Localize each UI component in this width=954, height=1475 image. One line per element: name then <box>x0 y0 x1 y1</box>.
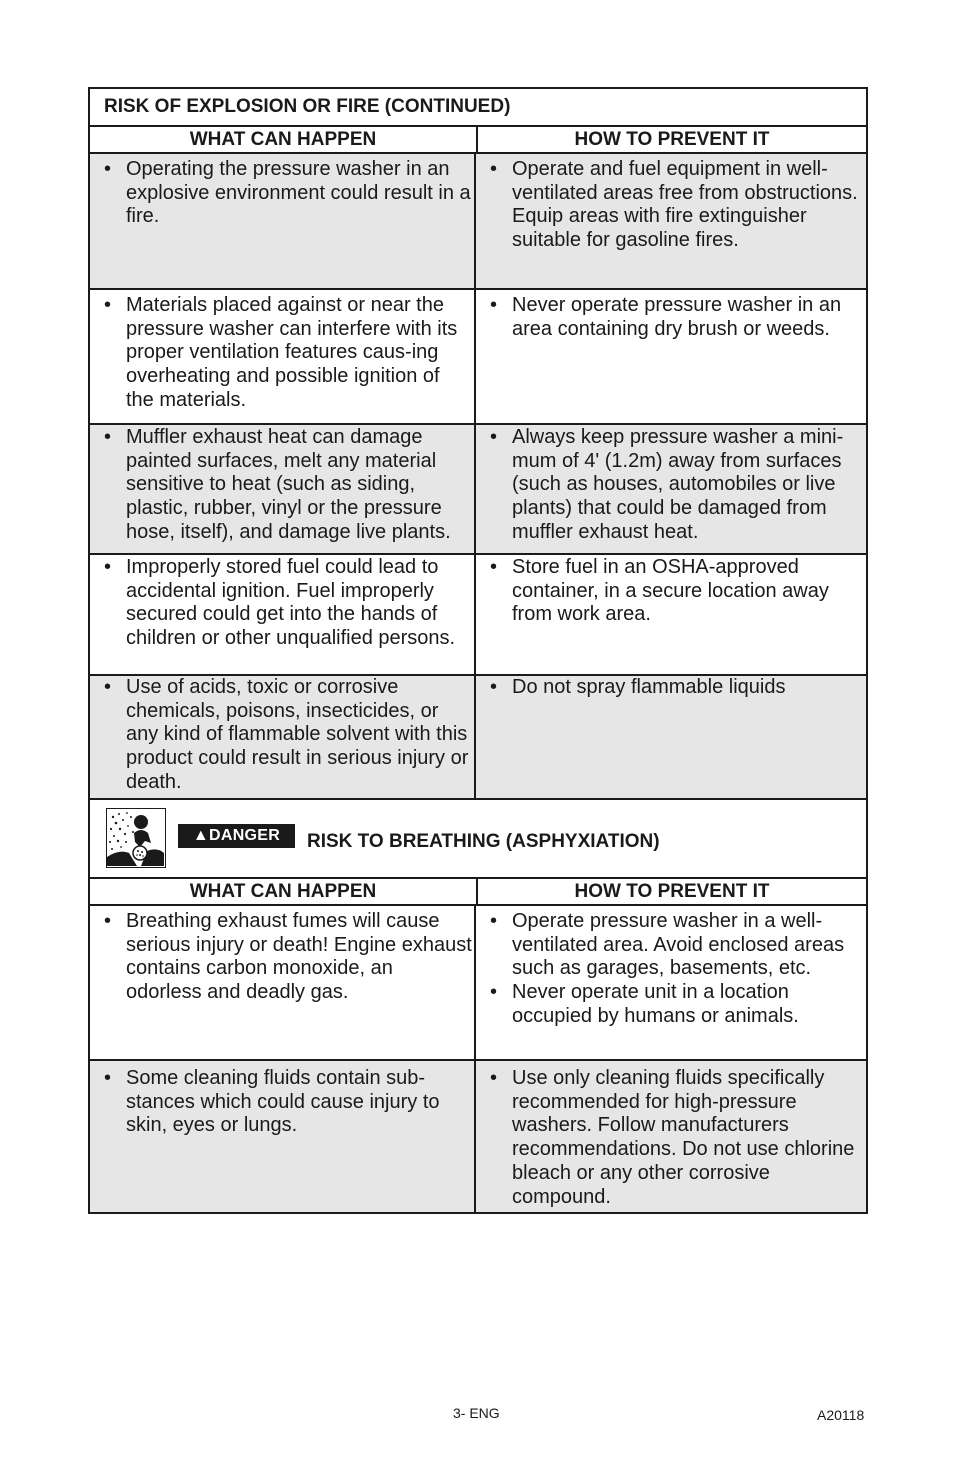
bullet-item: • Operate and fuel equipment in well-ventilated areas free from obstructions. Equip areas with fire extinguisher suitable for gasoline fires. <box>476 158 864 253</box>
table-row <box>90 154 866 290</box>
header-what-can-happen: WHAT CAN HAPPEN <box>90 879 478 904</box>
how-cell <box>476 676 866 798</box>
table-row <box>90 555 866 676</box>
what-cell <box>90 676 476 798</box>
what-cell <box>90 425 476 553</box>
how-cell <box>476 1061 866 1212</box>
table-row <box>90 1061 866 1212</box>
table-row <box>90 906 866 1061</box>
bullet-item: • Store fuel in an OSHA-approved container, in a secure location away from work area. <box>476 556 864 627</box>
table-row <box>90 425 866 555</box>
bullet-item: • Use of acids, toxic or corrosive chemicals, poisons, insecticides, or any kind of flammable solvent with this product could result in serious injury or death. <box>90 676 472 795</box>
column-headers <box>90 879 866 906</box>
how-cell <box>476 425 866 553</box>
header-what-can-happen: WHAT CAN HAPPEN <box>90 127 478 152</box>
bullet-item: • Never operate pressure washer in an area containing dry brush or weeds. <box>476 294 864 341</box>
bullet-item: • Muffler exhaust heat can damage painted surfaces, melt any material sensitive to heat (such as siding, plastic, rubber, vinyl or the pressure hose, itself), and damage live plants. <box>90 426 472 545</box>
bullet-item: • Some cleaning fluids contain sub-stances which could cause injury to skin, eyes or lungs. <box>90 1067 472 1138</box>
bullet-item: • Breathing exhaust fumes will cause serious injury or death! Engine exhaust contains carbon monoxide, an odorless and deadly gas. <box>90 910 472 1005</box>
what-cell <box>90 906 476 1059</box>
section-title-breathing: RISK TO BREATHING (ASPHYXIATION) <box>307 831 660 852</box>
table-row <box>90 676 866 800</box>
safety-table <box>88 87 868 1214</box>
bullet-item: • Materials placed against or near the pressure washer can interfere with its proper ventilation features caus-ing overheating and possible ignition of the materials. <box>90 294 472 413</box>
bullet-item: • Improperly stored fuel could lead to accidental ignition. Fuel improperly secured could get into the hands of children or other unqualified persons. <box>90 556 472 651</box>
how-cell <box>476 555 866 674</box>
section-title-explosion-fire: RISK OF EXPLOSION OR FIRE (CONTINUED) <box>90 89 866 127</box>
danger-banner <box>90 800 866 879</box>
document-code: A20118 <box>817 1407 865 1423</box>
bullet-item: • Operate pressure washer in a well-ventilated area. Avoid enclosed areas such as garages, basements, etc. <box>476 910 864 981</box>
header-how-to-prevent: HOW TO PREVENT IT <box>574 881 770 902</box>
how-cell <box>476 906 866 1059</box>
bullet-item: • Always keep pressure washer a mini-mum of 4' (1.2m) away from surfaces (such as houses, automobiles or live plants) that could be damaged from muffler exhaust heat. <box>476 426 864 545</box>
column-headers <box>90 127 866 154</box>
what-cell <box>90 555 476 674</box>
how-cell <box>476 154 866 288</box>
what-cell <box>90 154 476 288</box>
bullet-item: • Operating the pressure washer in an explosive environment could result in a fire. <box>90 158 472 229</box>
what-cell <box>90 290 476 423</box>
header-how-to-prevent: HOW TO PREVENT IT <box>574 129 770 150</box>
page-number: 3- ENG <box>453 1405 500 1421</box>
danger-badge: ▲DANGER <box>178 824 295 848</box>
bullet-item: • Do not spray flammable liquids <box>476 676 864 700</box>
breathing-hazard-icon <box>106 808 166 868</box>
bullet-item: • Never operate unit in a location occupied by humans or animals. <box>476 981 864 1028</box>
how-cell <box>476 290 866 423</box>
table-row <box>90 290 866 425</box>
bullet-item: • Use only cleaning fluids specifically recommended for high-pressure washers. Follow manufacturers recommendations. Do not use chlorine bleach or any other corrosive compound. <box>476 1067 864 1209</box>
what-cell <box>90 1061 476 1212</box>
